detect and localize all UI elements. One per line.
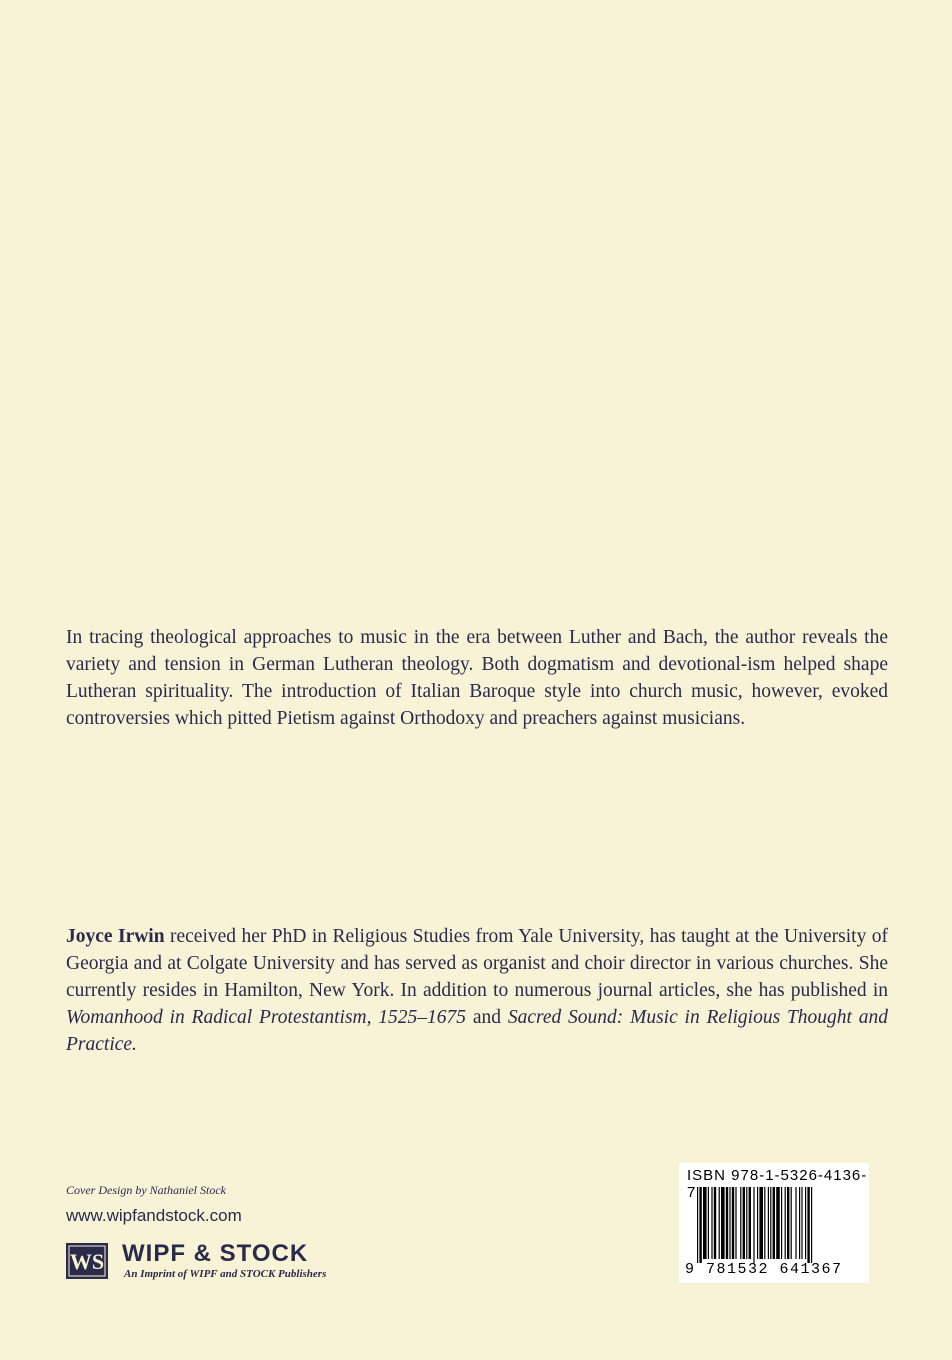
bio-text-1: received her PhD in Religious Studies from Yale University, has taught at the University of Georgia and at Colgate University and has served as organist and choir director in various churches. She currently resides in Hamilton, New York. In addition to numerous journal articles, she has published in [66, 926, 888, 1001]
back-cover-blurb: In tracing theological approaches to music in the era between Luther and Bach, the author reveals the variety and tension in German Lutheran theology. Both dogmatism and devotional-ism helped shape Lutheran spirituality. The introduction of Italian Baroque style into church music, however, evoked controversies which pitted Pietism against Orthodoxy and preachers against musicians. [66, 627, 888, 729]
cover-design-credit: Cover Design by Nathaniel Stock [66, 1183, 226, 1197]
author-bio [66, 923, 888, 1058]
publisher-logo-icon [66, 1243, 108, 1279]
barcode-digits: 9 781532 641367 [685, 1261, 843, 1278]
publisher-imprint-line: An Imprint of WIPF and STOCK Publishers [124, 1268, 327, 1280]
isbn-barcode [679, 1163, 869, 1283]
book-title-2: Sacred Sound: Music in Religious Thought and Practice. [66, 1007, 889, 1055]
bio-text-2: and [466, 1007, 508, 1028]
book-title-1: Womanhood in Radical Protestantism, 1525–1675 [66, 1007, 467, 1028]
author-name: Joyce Irwin [66, 926, 165, 947]
logo-letters: WS [69, 1249, 105, 1274]
publisher-name: WIPF & STOCK [122, 1240, 309, 1267]
isbn-label: ISBN 978-1-5326-4136-7 [687, 1167, 868, 1201]
publisher-website[interactable]: www.wipfandstock.com [66, 1206, 242, 1225]
